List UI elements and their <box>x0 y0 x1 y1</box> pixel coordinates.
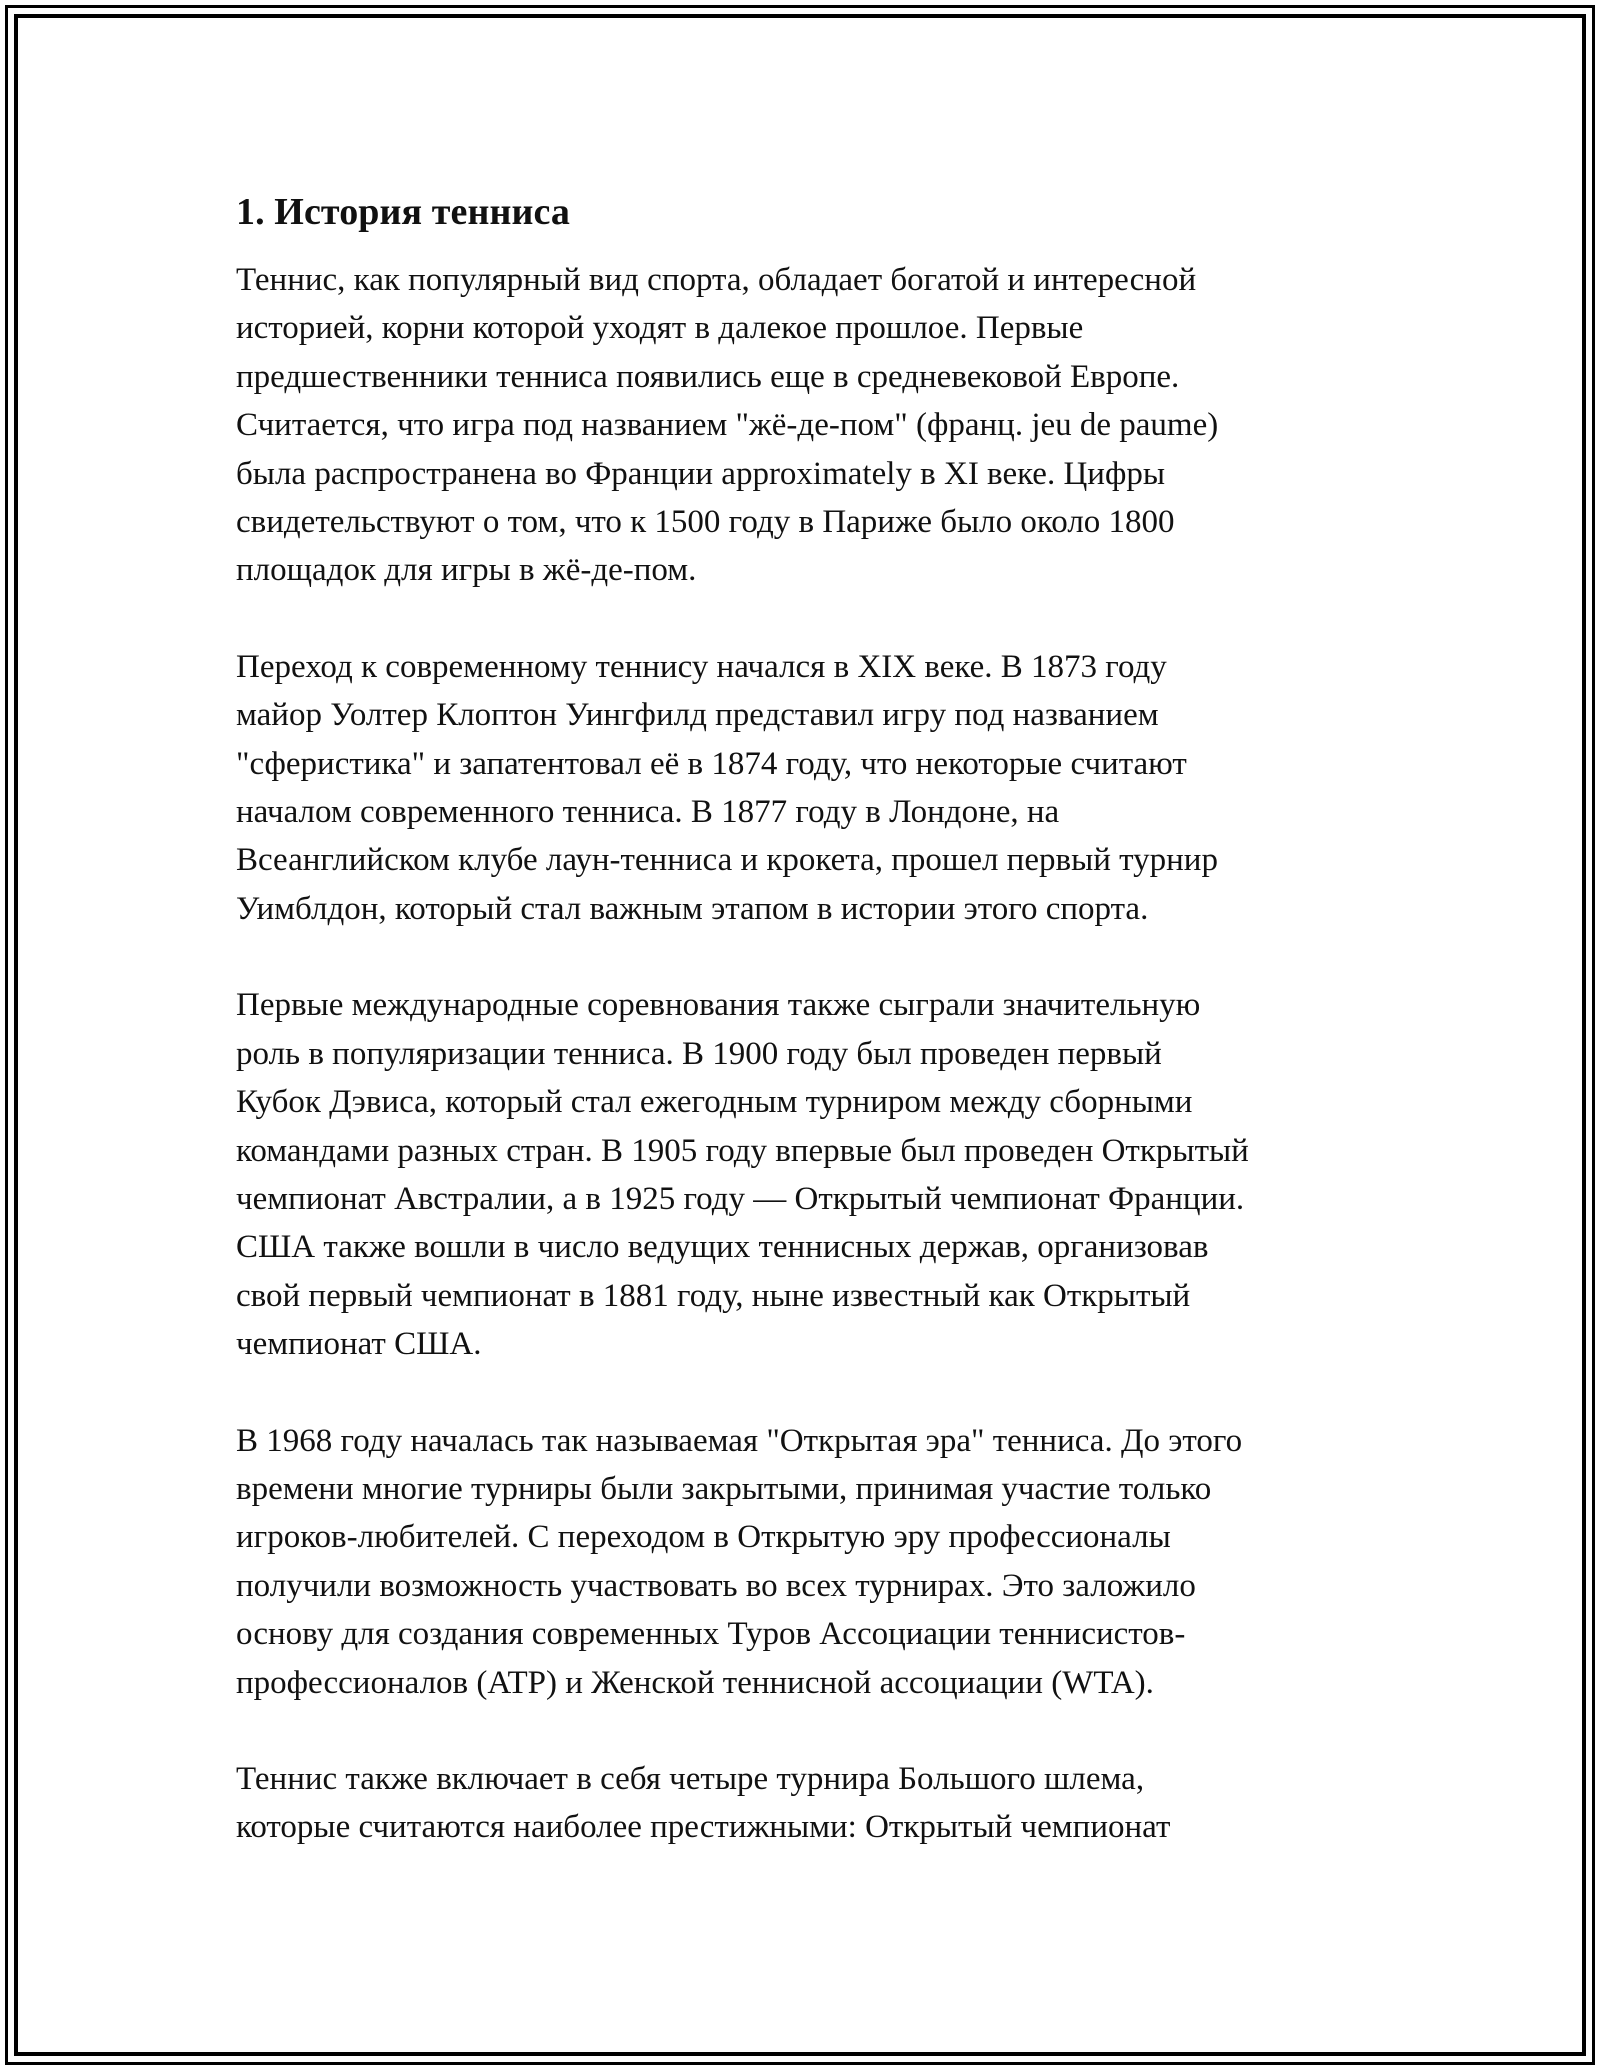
paragraph-origins: Теннис, как популярный вид спорта, обладает богатой и интересной историей, корни которой уходят в далекое прошлое. Первые предшественники тенниса появились еще в средневековой Европе. Считается, что игра под названием "жё-де-пом" (франц. jeu de paume) была распространена во Франции approximately в XI веке. Цифры свидетельствуют о том, что к 1500 году в Париже было около 1800 площадок для игры в жё-де-пом. <box>236 262 1219 589</box>
section-heading: 1. История тенниса <box>236 191 571 233</box>
paragraph-open-era: В 1968 году началась так называемая "Открытая эра" тенниса. До этого времени многие турниры были закрытыми, принимая участие только игроков-любителей. С переходом в Открытую эру профессионалы получили возможность участвовать во всех турнирах. Это заложило основу для создания современных Туров Ассоциации теннисистов- профессионалов (ATP) и Женской теннисной ассоциации (WTA). <box>236 1422 1243 1701</box>
paragraph-international-competitions: Первые международные соревнования также сыграли значительную роль в популяризации тенниса. В 1900 году был проведен первый Кубок Дэвиса, который стал ежегодным турниром между сборными командами разных стран. В 1905 году впервые был проведен Открытый чемпионат Австралии, а в 1925 году — Открытый чемпионат Франции. США также вошли в число ведущих теннисных держав, организовав свой первый чемпионат в 1881 году, ныне известный как Открытый чемпионат США. <box>236 987 1249 1363</box>
paragraph-grand-slam: Теннис также включает в себя четыре турнира Большого шлема, которые считаются наиболее престижными: Открытый чемпионат <box>236 1760 1171 1846</box>
paragraph-modern-tennis: Переход к современному теннису начался в XIX веке. В 1873 году майор Уолтер Клоптон Уингфилд представил игру под названием "сферистика" и запатентовал её в 1874 году, что некоторые считают началом современного тенниса. В 1877 году в Лондоне, на Всеанглийском клубе лаун-тенниса и крокета, прошел первый турнир Уимблдон, который стал важным этапом в истории этого спорта. <box>236 648 1218 927</box>
document-body <box>236 186 1376 1900</box>
